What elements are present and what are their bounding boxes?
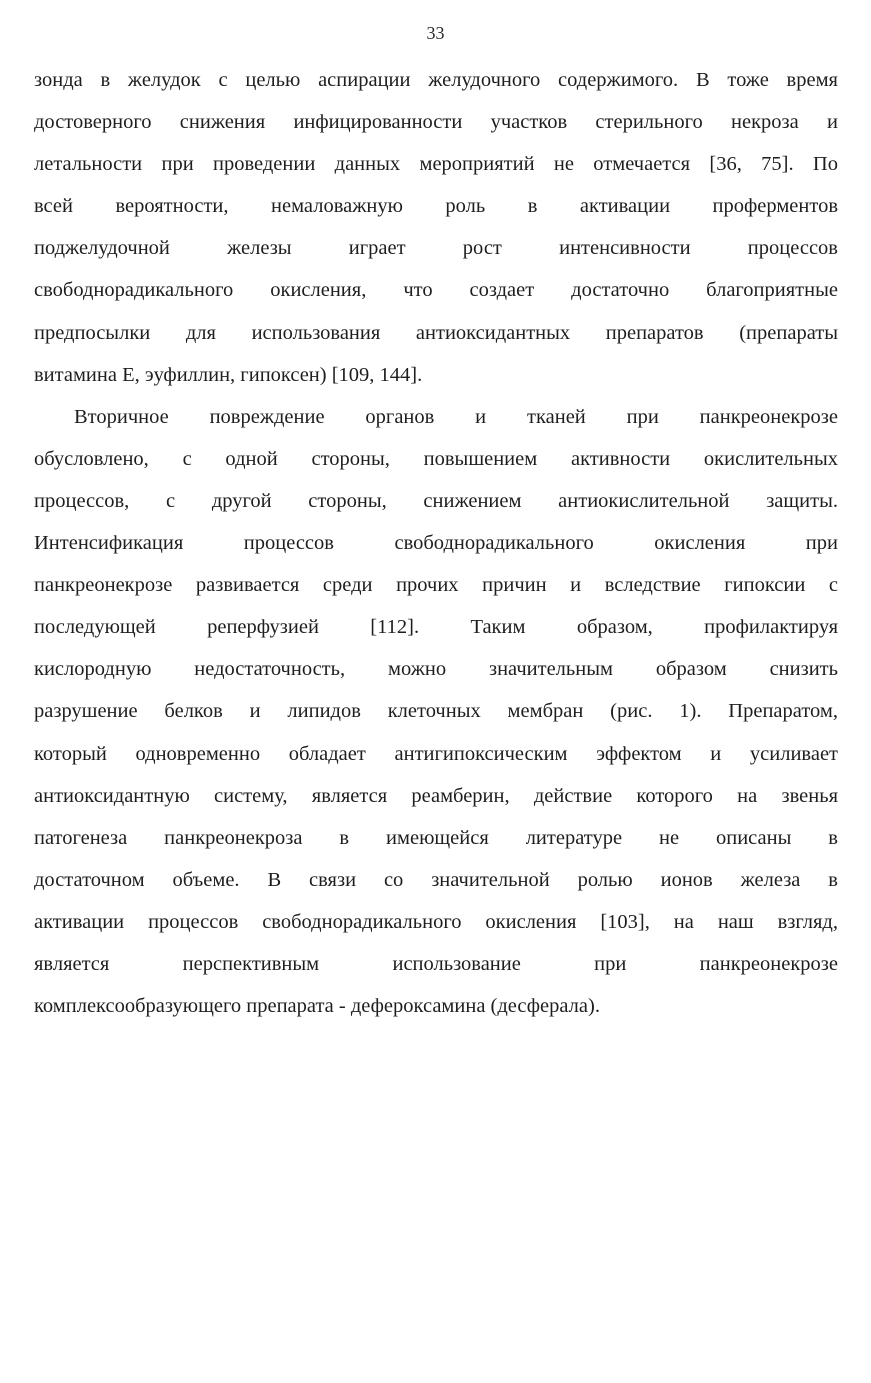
text-line: антиоксидантную систему, является реамберин, действие которого на звенья <box>34 784 838 807</box>
text-line: процессов, с другой стороны, снижением антиокислительной защиты. <box>34 489 838 512</box>
text-line: патогенеза панкреонекроза в имеющейся литературе не описаны в <box>34 826 838 849</box>
text-line: достоверного снижения инфицированности участков стерильного некроза и <box>34 111 838 134</box>
text-line: обусловлено, с одной стороны, повышением активности окислительных <box>34 447 838 470</box>
text-line: панкреонекрозе развивается среди прочих причин и вследствие гипоксии с <box>34 574 838 597</box>
text-line: кислородную недостаточность, можно значительным образом снизить <box>34 658 838 681</box>
body-text <box>34 59 838 1027</box>
text-line: зонда в желудок с целью аспирации желудочного содержимого. В тоже время <box>34 69 838 91</box>
text-line: Вторичное повреждение органов и тканей при панкреонекрозе <box>74 405 838 428</box>
text-line: комплексообразующего препарата - дефероксамина (десферала). <box>34 995 600 1018</box>
text-line: витамина Е, эуфиллин, гипоксен) [109, 144]. <box>34 363 423 386</box>
text-line: летальности при проведении данных мероприятий не отмечается [36, 75]. По <box>34 153 838 176</box>
paragraph-1 <box>34 59 838 396</box>
text-line: разрушение белков и липидов клеточных мембран (рис. 1). Препаратом, <box>34 700 838 723</box>
text-line: последующей реперфузией [112]. Таким образом, профилактируя <box>34 616 838 639</box>
text-line: который одновременно обладает антигипоксическим эффектом и усиливает <box>34 742 838 765</box>
text-line: достаточном объеме. В связи со значительной ролью ионов железа в <box>34 868 838 891</box>
text-line: активации процессов свободнорадикального окисления [103], на наш взгляд, <box>34 910 838 933</box>
text-line: Интенсификация процессов свободнорадикального окисления при <box>34 532 838 555</box>
text-line: предпосылки для использования антиоксидантных препаратов (препараты <box>34 321 838 344</box>
text-line: является перспективным использование при панкреонекрозе <box>34 952 838 975</box>
paragraph-2 <box>34 396 838 1027</box>
text-line: поджелудочной железы играет рост интенсивности процессов <box>34 237 838 260</box>
page-number: 33 <box>426 23 445 43</box>
text-line: всей вероятности, немаловажную роль в активации проферментов <box>34 195 838 218</box>
text-line: свободнорадикального окисления, что создает достаточно благоприятные <box>34 279 838 302</box>
